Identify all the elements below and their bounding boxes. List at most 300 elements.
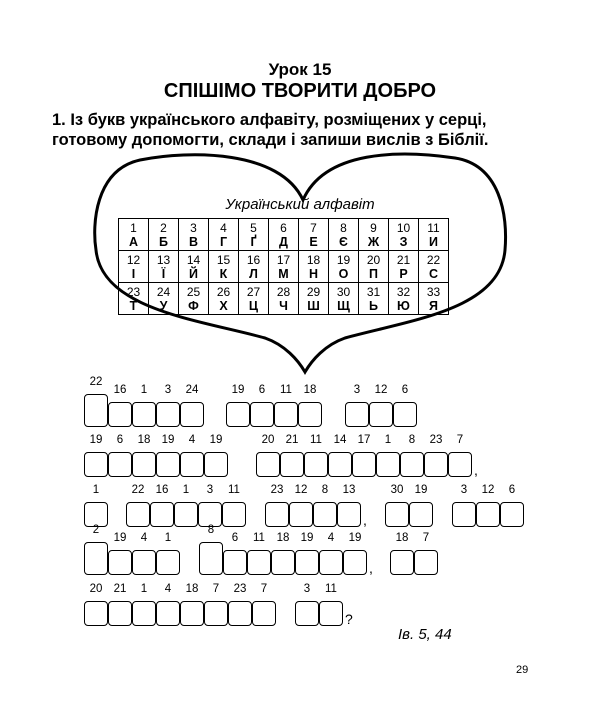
slot-code: 3 — [460, 484, 468, 496]
letter-number: 14 — [186, 252, 201, 267]
letter-box[interactable] — [180, 402, 204, 427]
letter-box[interactable] — [414, 550, 438, 575]
letter-box[interactable] — [204, 452, 228, 477]
word-group — [345, 384, 417, 427]
alphabet-cell — [329, 219, 359, 251]
letter-number: 3 — [190, 220, 197, 235]
letter-box[interactable] — [328, 452, 352, 477]
letter-slot[interactable] — [84, 376, 108, 427]
letter-box[interactable] — [180, 601, 204, 626]
letter-box[interactable] — [156, 601, 180, 626]
letter: Т — [129, 298, 138, 313]
letter-slot[interactable] — [132, 434, 156, 477]
letter-box[interactable] — [84, 542, 108, 575]
letter-slot[interactable] — [108, 384, 132, 427]
letter-box[interactable] — [448, 452, 472, 477]
slot-code: 1 — [140, 583, 148, 595]
word-group — [84, 524, 180, 575]
alphabet-cell — [359, 219, 389, 251]
letter-number: 10 — [396, 220, 411, 235]
slot-code: 11 — [325, 583, 337, 595]
letter-slot[interactable] — [204, 583, 228, 626]
slot-code: 16 — [113, 384, 127, 396]
letter-box[interactable] — [295, 550, 319, 575]
letter-slot[interactable] — [448, 434, 472, 477]
letter-box[interactable] — [174, 502, 198, 527]
alphabet-cell — [269, 219, 299, 251]
slot-code: 22 — [131, 484, 145, 496]
letter-box[interactable] — [108, 402, 132, 427]
letter-number: 12 — [126, 252, 141, 267]
slot-code: 7 — [212, 583, 220, 595]
alphabet-cell — [419, 219, 449, 251]
letter-number: 1 — [130, 220, 137, 235]
letter-number: 27 — [246, 284, 261, 299]
letter: Д — [279, 234, 288, 249]
slot-code: 19 — [161, 434, 175, 446]
slot-code: 11 — [310, 434, 322, 446]
letter-box[interactable] — [352, 452, 376, 477]
letter-box[interactable] — [156, 550, 180, 575]
slot-code: 8 — [207, 524, 215, 536]
slot-code: 17 — [357, 434, 371, 446]
letter: В — [188, 234, 199, 249]
letter-number: 22 — [426, 252, 441, 267]
letter-box[interactable] — [126, 502, 150, 527]
alphabet-cell — [209, 283, 239, 315]
alphabet-cell — [179, 251, 209, 283]
alphabet-cell — [389, 283, 419, 315]
slot-code: 19 — [231, 384, 245, 396]
letter: Е — [309, 234, 318, 249]
letter-slot[interactable] — [204, 434, 228, 477]
letter-box[interactable] — [274, 402, 298, 427]
letter-number: 8 — [340, 220, 347, 235]
slot-code: 11 — [253, 532, 265, 544]
letter-slot[interactable] — [199, 524, 223, 575]
letter-box[interactable] — [132, 601, 156, 626]
letter-number: 5 — [250, 220, 257, 235]
slot-code: 8 — [408, 434, 416, 446]
slot-code: 3 — [206, 484, 214, 496]
word-group — [385, 484, 433, 527]
letter-box[interactable] — [313, 502, 337, 527]
letter-box[interactable] — [376, 452, 400, 477]
letter-box[interactable] — [385, 502, 409, 527]
alphabet-cell — [299, 219, 329, 251]
alphabet-cell — [239, 251, 269, 283]
slot-code: 18 — [395, 532, 409, 544]
slot-code: 19 — [89, 434, 103, 446]
word-group — [452, 484, 524, 527]
alphabet-cell — [179, 283, 209, 315]
letter: Й — [189, 266, 198, 281]
letter-box[interactable] — [150, 502, 174, 527]
letter-slot[interactable] — [150, 484, 174, 527]
alphabet-cell — [149, 283, 179, 315]
slot-code: 24 — [185, 384, 199, 396]
letter-slot[interactable] — [180, 434, 204, 477]
alphabet-cell — [389, 219, 419, 251]
letter-number: 20 — [366, 252, 381, 267]
slot-code: 12 — [294, 484, 308, 496]
letter-slot[interactable] — [390, 532, 414, 575]
letter-box[interactable] — [156, 402, 180, 427]
letter-box[interactable] — [252, 601, 276, 626]
letter-slot[interactable] — [265, 484, 289, 527]
letter-box[interactable] — [409, 502, 433, 527]
letter-number: 24 — [156, 284, 171, 299]
letter-slot[interactable] — [180, 384, 204, 427]
letter: Р — [399, 266, 408, 281]
letter-slot[interactable] — [337, 484, 361, 527]
letter: Ґ — [250, 234, 257, 249]
letter-slot[interactable] — [156, 532, 180, 575]
letter: З — [399, 234, 408, 249]
letter: Х — [219, 298, 228, 313]
slot-code: 12 — [374, 384, 388, 396]
letter-slot[interactable] — [289, 484, 313, 527]
letter-box[interactable] — [319, 550, 343, 575]
letter-box[interactable] — [393, 402, 417, 427]
letter-number: 25 — [186, 284, 201, 299]
letter-box[interactable] — [132, 402, 156, 427]
letter-slot[interactable] — [156, 434, 180, 477]
slot-code: 3 — [303, 583, 311, 595]
letter-box[interactable] — [108, 550, 132, 575]
letter-number: 31 — [366, 284, 381, 299]
task-instruction: 1. Із букв українського алфавіту, розміщених у серці, готовому допомогти, склади і запиши вислів з Біблії. — [52, 111, 489, 149]
letter-box[interactable] — [84, 601, 108, 626]
letter-number: 18 — [306, 252, 321, 267]
punctuation: , — [363, 512, 367, 528]
slot-code: 1 — [140, 384, 148, 396]
slot-code: 23 — [270, 484, 284, 496]
slot-code: 2 — [92, 524, 100, 536]
slot-code: 18 — [137, 434, 151, 446]
letter-slot[interactable] — [319, 583, 343, 626]
letter: Щ — [337, 298, 350, 313]
letter-slot[interactable] — [84, 434, 108, 477]
alphabet-cell — [119, 219, 149, 251]
letter-number: 9 — [370, 220, 377, 235]
letter-box[interactable] — [84, 394, 108, 427]
letter-box[interactable] — [400, 452, 424, 477]
page-number: 29 — [516, 664, 529, 676]
letter: Є — [339, 234, 348, 249]
letter-slot[interactable] — [250, 384, 274, 427]
letter: Ш — [307, 298, 320, 313]
slot-code: 23 — [233, 583, 247, 595]
alphabet-cell — [359, 283, 389, 315]
letter-box[interactable] — [319, 601, 343, 626]
letter-slot[interactable] — [304, 434, 328, 477]
letter-slot[interactable] — [476, 484, 500, 527]
slot-code: 6 — [508, 484, 516, 496]
letter-slot[interactable] — [126, 484, 150, 527]
letter-box[interactable] — [132, 452, 156, 477]
letter-box[interactable] — [424, 452, 448, 477]
word-group — [199, 524, 373, 576]
slot-code: 7 — [260, 583, 268, 595]
letter-slot[interactable] — [414, 532, 438, 575]
slot-code: 3 — [164, 384, 172, 396]
word-group — [84, 583, 276, 626]
punctuation: ? — [345, 611, 353, 627]
letter-box[interactable] — [247, 550, 271, 575]
letter-slot[interactable] — [84, 524, 108, 575]
letter-box[interactable] — [256, 452, 280, 477]
letter-slot[interactable] — [385, 484, 409, 527]
letter-number: 30 — [336, 284, 351, 299]
slot-code: 21 — [285, 434, 299, 446]
letter-box[interactable] — [304, 452, 328, 477]
letter-slot[interactable] — [280, 434, 304, 477]
letter-slot[interactable] — [319, 532, 343, 575]
letter: Ї — [161, 266, 166, 281]
alphabet-cell — [269, 251, 299, 283]
slot-code: 6 — [401, 384, 409, 396]
alphabet-row — [119, 283, 449, 315]
letter-box[interactable] — [476, 502, 500, 527]
letter: К — [219, 266, 228, 281]
letter-slot[interactable] — [343, 532, 367, 575]
slot-code: 6 — [116, 434, 124, 446]
letter-number: 29 — [306, 284, 321, 299]
letter-number: 33 — [426, 284, 441, 299]
alphabet-cell — [269, 283, 299, 315]
letter-box[interactable] — [108, 452, 132, 477]
letter-box[interactable] — [228, 601, 252, 626]
slot-code: 7 — [422, 532, 430, 544]
slot-code: 4 — [140, 532, 148, 544]
letter-box[interactable] — [271, 550, 295, 575]
slot-code: 12 — [481, 484, 495, 496]
letter-slot[interactable] — [108, 434, 132, 477]
letter: С — [428, 266, 439, 281]
slot-code: 1 — [384, 434, 392, 446]
letter-slot[interactable] — [345, 384, 369, 427]
slot-code: 22 — [89, 376, 103, 388]
letter: М — [278, 266, 289, 281]
letter-slot[interactable] — [132, 583, 156, 626]
letter: І — [131, 266, 136, 281]
letter-number: 32 — [396, 284, 411, 299]
letter: П — [369, 266, 378, 281]
letter-slot[interactable] — [226, 384, 250, 427]
slot-code: 16 — [155, 484, 169, 496]
slot-code: 7 — [456, 434, 464, 446]
letter-box[interactable] — [343, 550, 367, 575]
letter-box[interactable] — [108, 601, 132, 626]
lesson-number: Урок 15 — [268, 60, 332, 79]
letter-slot[interactable] — [298, 384, 322, 427]
letter-slot[interactable] — [108, 583, 132, 626]
letter-box[interactable] — [250, 402, 274, 427]
letter-slot[interactable] — [328, 434, 352, 477]
letter-number: 23 — [126, 284, 141, 299]
letter-slot[interactable] — [256, 434, 280, 477]
letter-number: 26 — [216, 284, 231, 299]
slot-code: 19 — [300, 532, 314, 544]
letter-box[interactable] — [452, 502, 476, 527]
letter: А — [128, 234, 139, 249]
letter-box[interactable] — [132, 550, 156, 575]
letter-box[interactable] — [295, 601, 319, 626]
letter: И — [429, 234, 438, 249]
letter-slot[interactable] — [271, 532, 295, 575]
letter-number: 2 — [160, 220, 167, 235]
slot-code: 1 — [92, 484, 100, 496]
slot-code: 11 — [228, 484, 240, 496]
letter-slot[interactable] — [424, 434, 448, 477]
alphabet-row — [119, 251, 449, 283]
bible-reference: Ів. 5, 44 — [398, 626, 452, 643]
alphabet-cell — [209, 219, 239, 251]
letter-slot[interactable] — [295, 532, 319, 575]
page-title: СПІШІМО ТВОРИТИ ДОБРО — [163, 80, 437, 102]
letter-slot[interactable] — [400, 434, 424, 477]
alphabet-cell — [299, 283, 329, 315]
letter-slot[interactable] — [84, 583, 108, 626]
letter-number: 21 — [396, 252, 411, 267]
letter-box[interactable] — [390, 550, 414, 575]
letter-slot[interactable] — [156, 384, 180, 427]
word-group — [84, 376, 204, 427]
alphabet-cell — [119, 251, 149, 283]
letter: Г — [219, 234, 228, 249]
alphabet-cell — [389, 251, 419, 283]
slot-code: 1 — [164, 532, 172, 544]
letter-slot[interactable] — [452, 484, 476, 527]
alphabet-cell — [419, 283, 449, 315]
slot-code: 8 — [321, 484, 329, 496]
letter-slot[interactable] — [295, 583, 319, 626]
word-group — [390, 532, 438, 575]
letter: Ф — [188, 298, 199, 313]
slot-code: 20 — [89, 583, 103, 595]
letter-slot[interactable] — [180, 583, 204, 626]
letter-slot[interactable] — [274, 384, 298, 427]
letter-slot[interactable] — [247, 532, 271, 575]
letter: Ю — [397, 298, 410, 313]
letter-box[interactable] — [156, 452, 180, 477]
letter-box[interactable] — [280, 452, 304, 477]
letter: Б — [159, 234, 168, 249]
letter-number: 13 — [156, 252, 171, 267]
slot-code: 19 — [113, 532, 127, 544]
alphabet-title: Український алфавіт — [225, 196, 375, 213]
letter-box[interactable] — [500, 502, 524, 527]
letter-slot[interactable] — [393, 384, 417, 427]
slot-code: 23 — [429, 434, 443, 446]
letter-slot[interactable] — [252, 583, 276, 626]
alphabet-cell — [329, 251, 359, 283]
letter-slot[interactable] — [369, 384, 393, 427]
slot-code: 19 — [209, 434, 223, 446]
slot-code: 4 — [164, 583, 172, 595]
slot-code: 30 — [390, 484, 404, 496]
slot-code: 18 — [276, 532, 290, 544]
letter-number: 19 — [336, 252, 351, 267]
alphabet-row — [119, 219, 449, 251]
letter: Ь — [369, 298, 378, 313]
letter-box[interactable] — [289, 502, 313, 527]
alphabet-cell — [119, 283, 149, 315]
letter-box[interactable] — [265, 502, 289, 527]
letter-box[interactable] — [369, 402, 393, 427]
alphabet-cell — [359, 251, 389, 283]
letter: Ж — [367, 234, 380, 249]
slot-code: 4 — [327, 532, 335, 544]
word-group — [295, 583, 353, 627]
word-group — [84, 434, 228, 477]
punctuation: , — [369, 560, 373, 576]
slot-code: 6 — [258, 384, 266, 396]
slot-code: 4 — [188, 434, 196, 446]
letter-slot[interactable] — [132, 532, 156, 575]
letter-box[interactable] — [226, 402, 250, 427]
letter-box[interactable] — [223, 550, 247, 575]
letter-slot[interactable] — [108, 532, 132, 575]
alphabet-table — [118, 218, 449, 315]
word-group — [256, 434, 478, 478]
letter-number: 11 — [427, 220, 440, 235]
letter-box[interactable] — [298, 402, 322, 427]
letter-number: 28 — [276, 284, 291, 299]
letter: У — [159, 298, 168, 313]
slot-code: 3 — [353, 384, 361, 396]
alphabet-cell — [149, 219, 179, 251]
letter-box[interactable] — [337, 502, 361, 527]
slot-code: 21 — [113, 583, 127, 595]
letter: Ч — [279, 298, 288, 313]
letter-number: 17 — [276, 252, 291, 267]
letter-slot[interactable] — [313, 484, 337, 527]
alphabet-cell — [149, 251, 179, 283]
alphabet-cell — [239, 219, 269, 251]
alphabet-cell — [239, 283, 269, 315]
word-group — [126, 484, 246, 527]
letter-box[interactable] — [345, 402, 369, 427]
slot-code: 20 — [261, 434, 275, 446]
letter-slot[interactable] — [156, 583, 180, 626]
slot-code: 14 — [333, 434, 347, 446]
letter-box[interactable] — [222, 502, 246, 527]
letter-slot[interactable] — [409, 484, 433, 527]
letter-box[interactable] — [84, 452, 108, 477]
letter-slot[interactable] — [222, 484, 246, 527]
slot-code: 13 — [342, 484, 356, 496]
letter-slot[interactable] — [174, 484, 198, 527]
letter-slot[interactable] — [352, 434, 376, 477]
slot-code: 11 — [280, 384, 292, 396]
alphabet-cell — [209, 251, 239, 283]
letter-slot[interactable] — [132, 384, 156, 427]
letter-slot[interactable] — [228, 583, 252, 626]
letter-box[interactable] — [204, 601, 228, 626]
letter: Л — [249, 266, 258, 281]
slot-code: 19 — [414, 484, 428, 496]
letter-box[interactable] — [199, 542, 223, 575]
letter: Я — [429, 298, 438, 313]
letter-slot[interactable] — [376, 434, 400, 477]
word-group — [226, 384, 322, 427]
alphabet-cell — [179, 219, 209, 251]
letter-box[interactable] — [180, 452, 204, 477]
letter-slot[interactable] — [500, 484, 524, 527]
letter-slot[interactable] — [223, 532, 247, 575]
